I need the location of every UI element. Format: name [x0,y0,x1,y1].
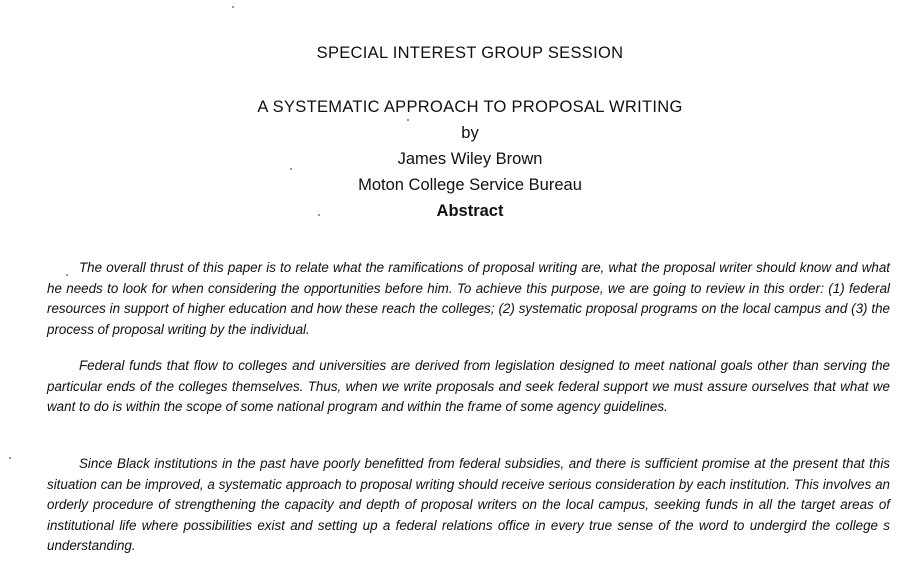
scan-speck [232,6,234,8]
paper-title: A SYSTEMATIC APPROACH TO PROPOSAL WRITING [257,98,683,116]
abstract-paragraph-3: Since Black institutions in the past have poorly benefitted from federal subsidies, and there is sufficient promise at the present that this situation can be improved, a systematic approach to proposal writing should receive serious consideration by each institution. This involves an orderly procedure of strengthening the capacity and depth of proposal writers on the local campus, seeking funds in all the target areas of institutional life where possibilities exist and setting up a federal relations office in every true sense of the word to undergird the college s understanding. [47,456,890,553]
author-affiliation: Moton College Service Bureau [358,176,582,194]
scan-speck [66,274,68,276]
author-name: James Wiley Brown [397,150,543,168]
scan-speck [318,214,320,216]
abstract-paragraph-2: Federal funds that flow to colleges and universities are derived from legislation designed to meet national goals other than serving the particular ends of the colleges themselves. Thus, when we write proposals and seek federal support we must assure ourselves that what we want to do is within the scope of some national program and within the frame of some agency guidelines. [47,358,890,414]
abstract-heading: Abstract [436,202,504,220]
scan-speck [407,119,409,121]
by-line: by [461,124,479,142]
scan-speck [9,457,11,459]
session-heading: SPECIAL INTEREST GROUP SESSION [316,44,624,62]
title-block [0,94,913,224]
abstract-paragraph-1: The overall thrust of this paper is to relate what the ramifications of proposal writing are, what the proposal writer should know and what he needs to look for when considering the opportunities before him. To achieve this purpose, we are going to review in this order: (1) federal resources in support of higher education and how these reach the colleges; (2) systematic proposal programs on the local campus and (3) the process of proposal writing by the individual. [47,260,890,337]
scan-speck [290,168,292,170]
